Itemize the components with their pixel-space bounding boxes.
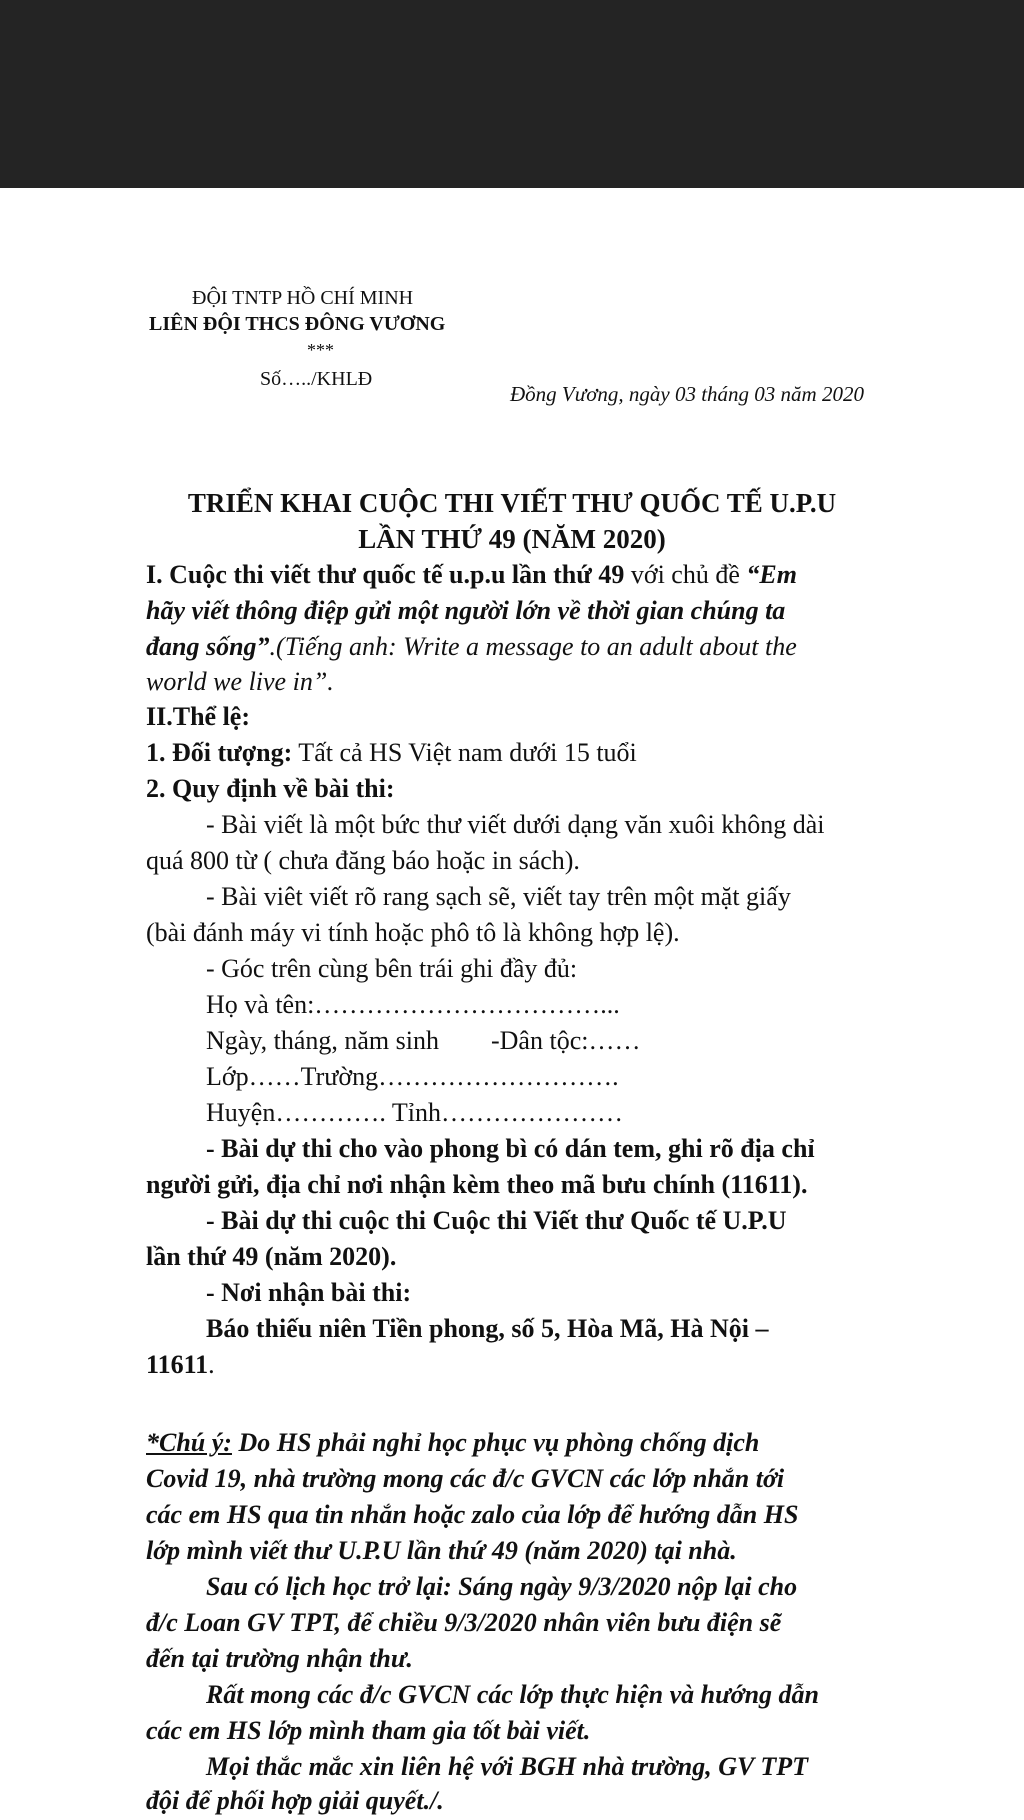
section2-heading: II.Thể lệ: [146,702,250,731]
rule5-line1: - Bài dự thi cuộc thi Cuộc thi Viết thư Quốc tế U.P.U [206,1206,787,1235]
note-p3-line2: các em HS lớp mình tham gia tốt bài viết. [146,1716,591,1745]
rule4-line1: - Bài dự thi cho vào phong bì có dán tem, ghi rõ địa chỉ [206,1134,815,1163]
section1-with-topic: với chủ đề [624,560,747,589]
note-p1-line3: các em HS qua tin nhắn hoặc zalo của lớp để hướng dẫn HS [146,1500,799,1529]
address-line1: Báo thiếu niên Tiền phong, số 5, Hòa Mã, Hà Nội – [206,1314,769,1343]
date-line: Đồng Vương, ngày 03 tháng 03 năm 2020 [510,382,864,406]
field-name: Họ và tên:……………………………... [206,990,620,1019]
note-p2-line3: đến tại trường nhận thư. [146,1644,413,1673]
address-line2 [146,1350,215,1380]
target-value: Tất cả HS Việt nam dưới 15 tuổi [292,738,637,767]
note-p1-line4: lớp mình viết thư U.P.U lần thứ 49 (năm 2020) tại nhà. [146,1536,737,1565]
rule4-line2: người gửi, địa chỉ nơi nhận kèm theo mã bưu chính (11611). [146,1170,808,1199]
top-dark-bar [0,0,1024,188]
section1-line1 [146,560,797,590]
document-page [0,188,1024,1820]
note-p2-line1: Sau có lịch học trở lại: Sáng ngày 9/3/2020 nộp lại cho [206,1572,798,1601]
target-label: 1. Đối tượng: [146,738,293,767]
address-postcode: 11611 [146,1350,209,1379]
document-title-line1: TRIỂN KHAI CUỘC THI VIẾT THƯ QUỐC TẾ U.P.U [187,488,837,518]
note-p4-line2: đội để phối hợp giải quyết./. [146,1786,444,1815]
section1-topic-line2: hãy viết thông điệp gửi một người lớn về thời gian chúng ta [146,596,786,625]
rule1-line1: - Bài viết là một bức thư viết dưới dạng văn xuôi không dài [206,810,825,839]
rules-heading: 2. Quy định về bài thi: [146,774,395,803]
document-title-line2: LẦN THỨ 49 (NĂM 2020) [358,524,666,554]
header-stars: *** [307,340,334,360]
field-district-province: Huyện…………. Tỉnh………………… [206,1098,623,1127]
note-label: *Chú ý: [146,1428,232,1457]
section1-topic-start: “Em [746,560,797,589]
field-class-school: Lớp……Trường………………………. [206,1062,619,1091]
section1-line3 [146,632,797,662]
section1-lead: I. Cuộc thi viết thư quốc tế u.p.u lần thứ 49 [146,560,625,589]
rule2-line2: (bài đánh máy vi tính hoặc phô tô là không hợp lệ). [146,918,680,947]
section1-english-end: world we live in”. [146,667,334,696]
address-end: . [208,1350,215,1379]
note-line1 [146,1428,759,1458]
target-line [146,738,637,768]
field-dob-ethnicity: Ngày, tháng, năm sinh -Dân tộc:…… [206,1026,641,1055]
rule2-line1: - Bài viêt viết rõ rang sạch sẽ, viết tay trên một mặt giấy [206,882,791,911]
header-unit: LIÊN ĐỘI THCS ĐÔNG VƯƠNG [149,313,446,335]
note-p1-line2: Covid 19, nhà trường mong các đ/c GVCN các lớp nhắn tới [146,1464,785,1493]
rule1-line2: quá 800 từ ( chưa đăng báo hoặc in sách). [146,846,580,875]
section1-topic-end: đang sống” [146,632,270,661]
note-p1-start: Do HS phải nghỉ học phục vụ phòng chống dịch [231,1428,760,1457]
section1-english-start: .(Tiếng anh: Write a message to an adult about the [269,632,797,661]
header-org: ĐỘI TNTP HỒ CHÍ MINH [192,287,414,309]
note-p4-line1: Mọi thắc mắc xin liên hệ với BGH nhà trường, GV TPT [206,1752,809,1781]
rule3: - Góc trên cùng bên trái ghi đầy đủ: [206,954,578,983]
note-p2-line2: đ/c Loan GV TPT, để chiều 9/3/2020 nhân viên bưu điện sẽ [146,1608,782,1637]
rule5-line2: lần thứ 49 (năm 2020). [146,1242,397,1271]
note-p3-line1: Rất mong các đ/c GVCN các lớp thực hiện và hướng dẫn [206,1680,820,1709]
document-number: Số…../KHLĐ [260,368,373,390]
rule6: - Nơi nhận bài thi: [206,1278,412,1307]
